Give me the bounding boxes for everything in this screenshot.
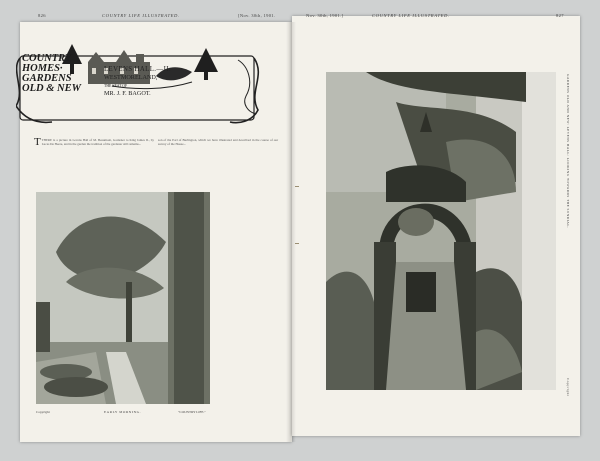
binding-spine [286, 22, 296, 442]
article-column-1 [34, 138, 154, 147]
article-column-2 [158, 138, 278, 146]
subject-county: WESTMORELAND, [104, 74, 158, 81]
left-running-title: COUNTRY LIFE ILLUSTRATED. [102, 13, 180, 18]
subject-title: LEVENS HALL.—II. [104, 66, 171, 73]
column-1-text: THERE is a picture in Levens Hall of M. Beaumont, Gardener to King James II., by Lucas De Heere, and in the garden the tradition of the gardener still remains... [41, 138, 154, 147]
subject-owner: MR. J. F. BAGOT. [104, 90, 151, 97]
side-caption: GARDENS OLD AND NEW: LEVENS HALL: LOOKING TOWARDS THE SUNDIAL. [566, 74, 570, 229]
article-subject [104, 66, 171, 98]
left-page-date: [Nov. 30th, 1901. [238, 13, 276, 18]
right-running-title: COUNTRY LIFE ILLUSTRATED. [372, 13, 450, 18]
topiary-garden-photo [326, 72, 556, 390]
photo-caption: EARLY MORNING. [104, 410, 142, 414]
photo-credit-left: Copyright [36, 410, 50, 414]
right-page-date: Nov. 30th, 1901.] [306, 13, 344, 18]
photo-credit-right: "COUNTRY LIFE." [178, 410, 206, 414]
drop-cap: T [34, 136, 41, 148]
left-page-number: 826 [38, 13, 46, 18]
column-2-text: son of the Earl of Burlington, which we have illustrated and described in the course of our survey of the House... [158, 138, 278, 147]
right-page-number: 827 [556, 13, 564, 18]
early-morning-photo [36, 192, 210, 404]
binding-thread-top [295, 186, 299, 187]
binding-thread-bottom [295, 243, 299, 244]
side-credit: Copyright [566, 378, 570, 397]
subject-seat-of: THE SEAT OF [104, 84, 128, 88]
banner-title: COUNTRY HOMES· GARDENS OLD & NEW [22, 53, 81, 94]
